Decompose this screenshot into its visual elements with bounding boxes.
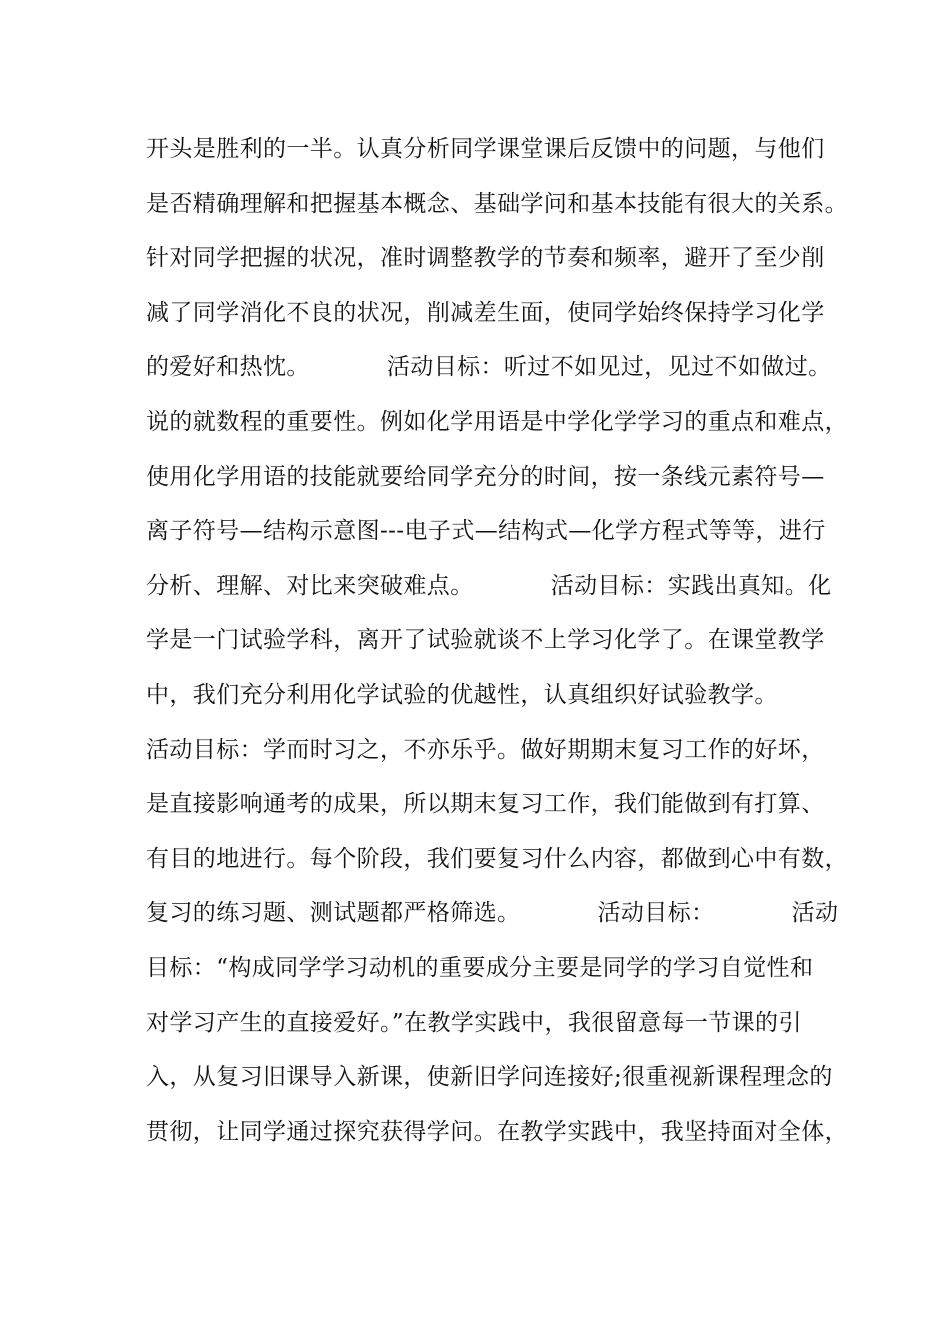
text-line: 目标：“构成同学学习动机的重要成分主要是同学的学习自觉性和 [146,954,814,981]
text-line: 离子符号—结构示意图---电子式—结构式—化学方程式等等，进行 [146,518,826,545]
text-line: 复习的练习题、测试题都严格筛选。 活动目标： 活动 [146,900,839,927]
text-line: 的爱好和热忱。 活动目标：听过不如见过，见过不如做过。 [146,354,832,381]
text-line: 是直接影响通考的成果，所以期末复习工作，我们能做到有打算、 [146,791,825,818]
text-line: 开头是胜利的一半。认真分析同学课堂课后反馈中的问题，与他们 [146,136,825,162]
text-line: 减了同学消化不良的状况，削减差生面，使同学始终保持学习化学 [146,299,825,326]
text-line: 是否精确理解和把握基本概念、基础学问和基本技能有很大的关系。 [146,190,848,217]
text-line: 说的就数程的重要性。例如化学用语是中学化学学习的重点和难点， [146,408,848,435]
text-line: 有目的地进行。每个阶段，我们要复习什么内容，都做到心中有数， [146,845,848,872]
text-line: 学是一门试验学科，离开了试验就谈不上学习化学了。在课堂教学 [146,627,825,654]
text-line: 活动目标：学而时习之，不亦乐乎。做好期期末复习工作的好坏， [146,736,825,763]
body-text [146,129,848,1166]
text-line: 使用化学用语的技能就要给同学充分的时间，按一条线元素符号— [146,463,825,490]
text-line: 贯彻，让同学通过探究获得学问。在教学实践中，我坚持面对全体， [146,1118,848,1145]
text-line: 对学习产生的直接爱好。”在教学实践中，我很留意每一节课的引 [146,1009,802,1036]
text-line: 分析、理解、对比来突破难点。 活动目标：实践出真知。化 [146,572,832,599]
text-line: 针对同学把握的状况，准时调整教学的节奏和频率，避开了至少削 [146,245,825,272]
text-line: 中，我们充分利用化学试验的优越性，认真组织好试验教学。 [146,681,778,708]
text-line: 入，从复习旧课导入新课，使新旧学问连接好;很重视新课程理念的 [146,1064,833,1091]
